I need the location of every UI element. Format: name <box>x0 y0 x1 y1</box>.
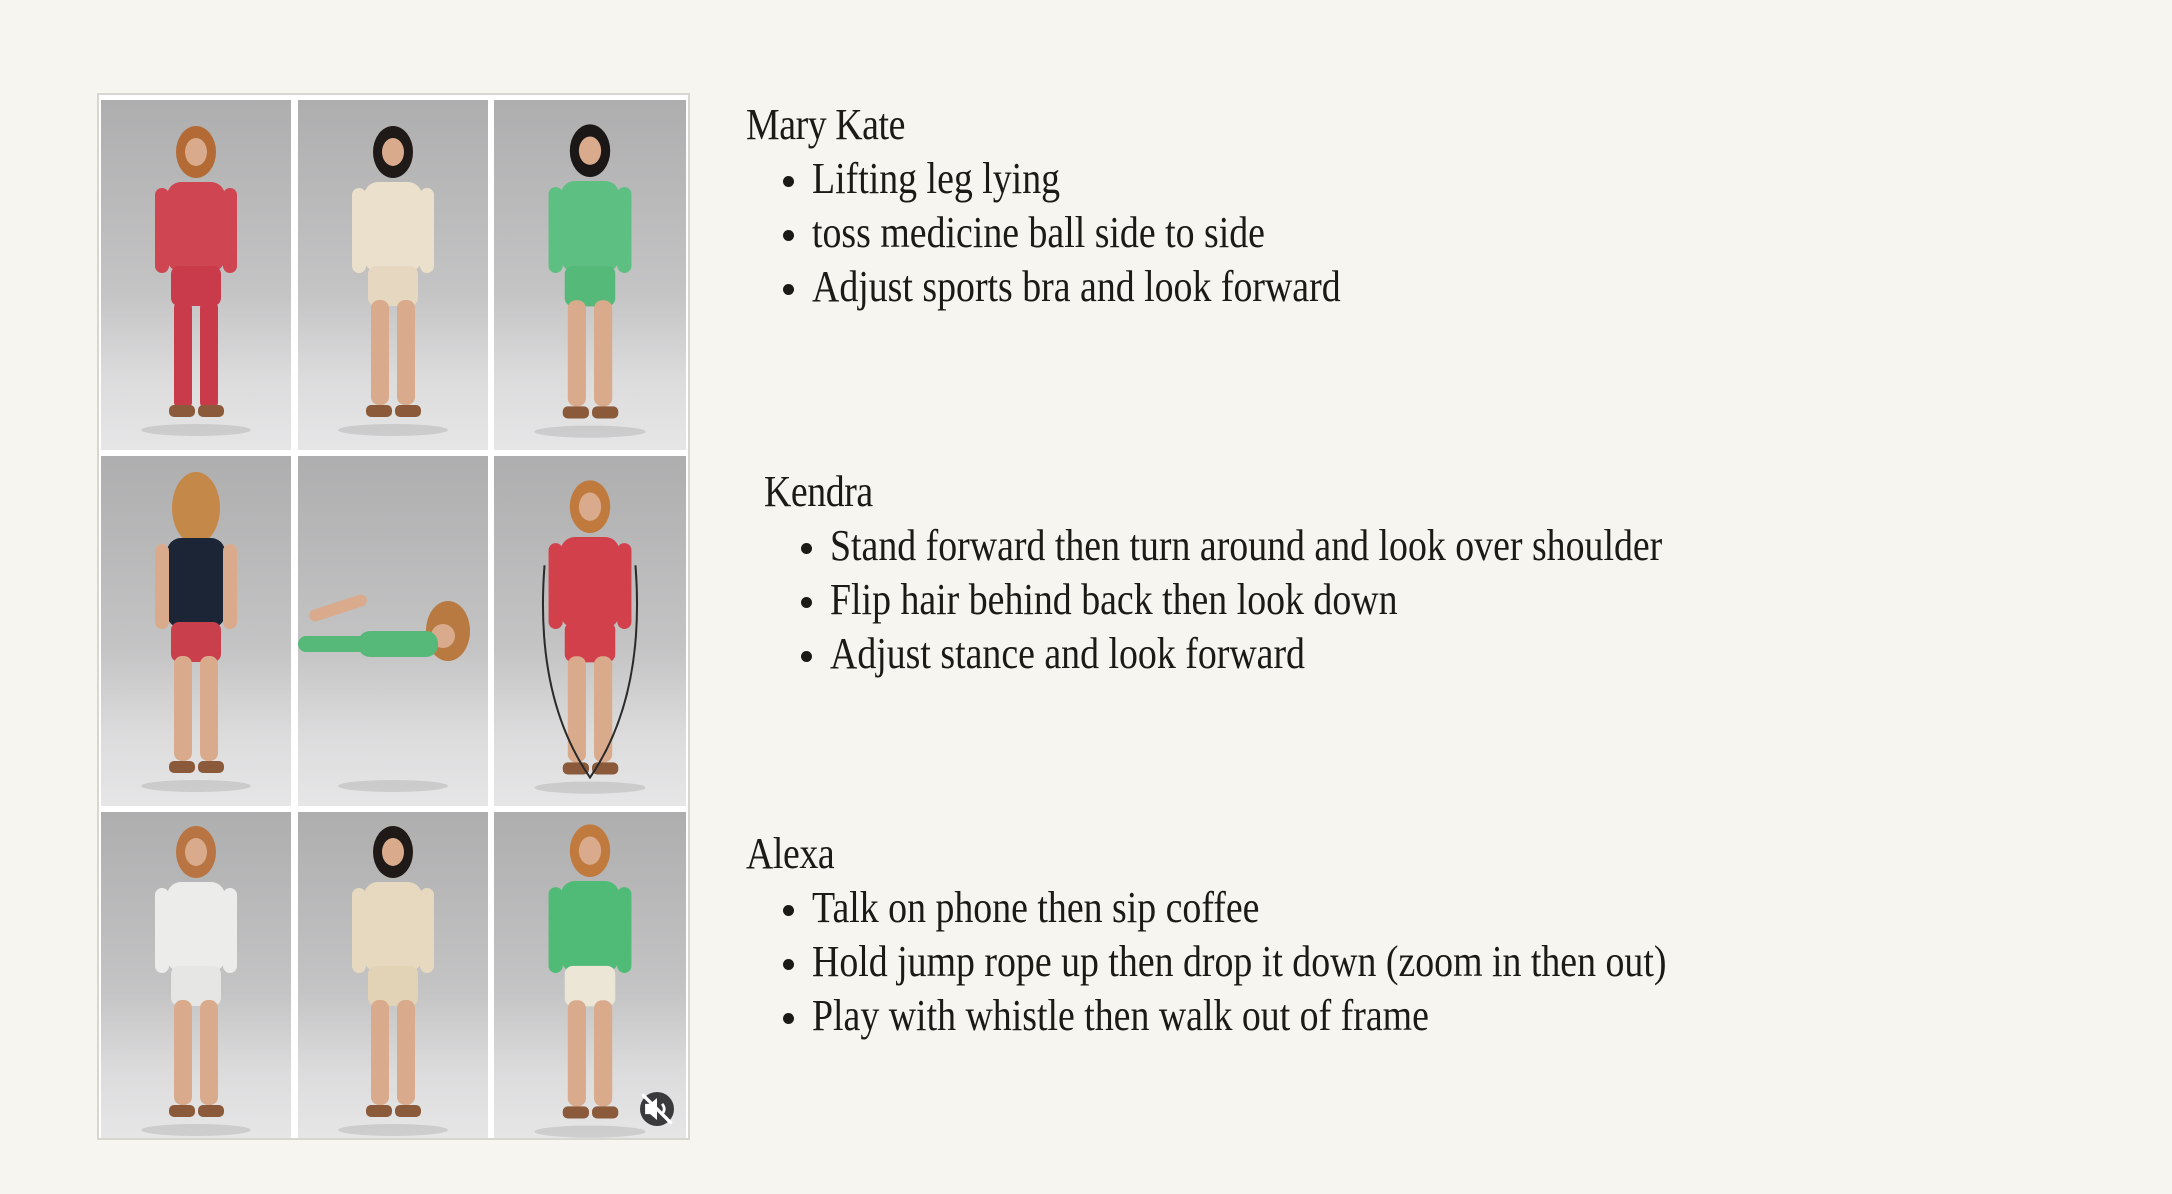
right-shoe <box>592 406 618 418</box>
face <box>579 493 601 521</box>
shorts <box>565 622 616 662</box>
list-item: Play with whistle then walk out of frame <box>746 989 1806 1043</box>
left-shoe <box>169 1105 195 1117</box>
list-item: Adjust sports bra and look forward <box>746 260 1427 314</box>
section-alexa <box>746 827 1806 1043</box>
video-tile[interactable] <box>494 100 686 450</box>
shorts <box>565 966 616 1006</box>
shot-list <box>746 152 1427 314</box>
right-arm <box>617 543 631 629</box>
torso <box>364 882 422 972</box>
left-leg <box>568 300 586 406</box>
right-shoe <box>395 1105 421 1117</box>
left-shoe <box>563 406 589 418</box>
right-shoe <box>395 405 421 417</box>
bullet <box>783 959 794 970</box>
left-arm <box>155 188 169 273</box>
floor-shadow <box>338 1124 448 1136</box>
bullet <box>783 1013 794 1024</box>
floor-shadow <box>338 780 448 792</box>
model-figure <box>298 456 488 806</box>
right-leg <box>200 656 218 761</box>
left-leg <box>568 656 586 762</box>
volume-muted-icon[interactable] <box>640 1092 674 1126</box>
section-heading: Mary Kate <box>746 100 905 149</box>
video-tile[interactable] <box>101 100 291 450</box>
left-arm <box>352 188 366 273</box>
right-leg <box>397 1000 415 1105</box>
right-arm <box>617 187 631 273</box>
video-tile[interactable] <box>101 812 291 1138</box>
left-shoe <box>169 405 195 417</box>
torso <box>167 538 225 628</box>
list-item: Lifting leg lying <box>746 152 1427 206</box>
shorts <box>565 266 616 306</box>
floor-shadow <box>141 424 251 436</box>
face <box>185 838 207 866</box>
left-arm <box>549 887 563 973</box>
list-item: Stand forward then turn around and look over shoulder <box>764 519 1798 573</box>
list-item: Adjust stance and look forward <box>764 627 1798 681</box>
model-figure <box>494 812 686 1138</box>
right-shoe <box>198 1105 224 1117</box>
right-leg <box>594 300 612 406</box>
list-item: toss medicine ball side to side <box>746 206 1427 260</box>
shorts <box>368 266 418 306</box>
left-leg <box>371 300 389 405</box>
left-shoe <box>366 405 392 417</box>
left-arm <box>155 888 169 973</box>
video-tile[interactable] <box>494 456 686 806</box>
bullet <box>801 597 812 608</box>
left-shoe <box>366 1105 392 1117</box>
right-leg <box>594 1000 612 1106</box>
model-figure <box>101 100 291 450</box>
floor-shadow <box>534 1126 645 1138</box>
video-grid[interactable] <box>97 93 690 1140</box>
model-figure <box>298 812 488 1138</box>
face <box>579 137 601 165</box>
floor-shadow <box>338 424 448 436</box>
left-arm <box>352 888 366 973</box>
right-arm <box>617 887 631 973</box>
right-arm <box>420 188 434 273</box>
right-arm <box>223 888 237 973</box>
video-tile[interactable] <box>298 456 488 806</box>
floor-shadow <box>534 782 645 794</box>
right-leg <box>594 656 612 762</box>
face <box>382 838 404 866</box>
video-tile[interactable] <box>298 100 488 450</box>
section-kendra <box>764 465 1798 681</box>
video-tile[interactable] <box>101 456 291 806</box>
raised-leg <box>308 593 369 623</box>
bullet <box>783 905 794 916</box>
right-shoe <box>592 1106 618 1118</box>
floor-shadow <box>141 780 251 792</box>
torso <box>561 181 620 272</box>
model-figure <box>101 456 291 806</box>
video-tile[interactable] <box>298 812 488 1138</box>
right-leg <box>200 1000 218 1105</box>
right-arm <box>223 544 237 629</box>
left-leg <box>174 1000 192 1105</box>
hair <box>172 472 220 544</box>
face <box>382 138 404 166</box>
left-leg <box>174 656 192 761</box>
right-arm <box>420 888 434 973</box>
list-item: Flip hair behind back then look down <box>764 573 1798 627</box>
left-leg <box>568 1000 586 1106</box>
face <box>185 138 207 166</box>
left-arm <box>549 543 563 629</box>
left-arm <box>549 187 563 273</box>
section-heading: Kendra <box>764 467 873 516</box>
torso <box>167 182 225 272</box>
torso <box>167 882 225 972</box>
left-shoe <box>563 1106 589 1118</box>
shot-list <box>746 881 1806 1043</box>
right-arm <box>223 188 237 273</box>
left-arm <box>155 544 169 629</box>
shorts <box>171 966 221 1006</box>
model-figure <box>101 812 291 1138</box>
shot-list <box>764 519 1798 681</box>
shorts <box>171 266 221 306</box>
list-item: Hold jump rope up then drop it down (zoom in then out) <box>746 935 1806 989</box>
shorts <box>171 622 221 662</box>
section-heading: Alexa <box>746 829 835 878</box>
speaker-muted-glyph <box>640 1092 674 1126</box>
bullet <box>783 176 794 187</box>
right-shoe <box>198 761 224 773</box>
bullet <box>801 651 812 662</box>
video-tile[interactable] <box>494 812 686 1138</box>
leg <box>298 636 368 652</box>
torso <box>364 182 422 272</box>
section-mary-kate <box>746 98 1427 314</box>
bullet <box>783 284 794 295</box>
torso <box>561 537 620 628</box>
shorts <box>368 966 418 1006</box>
left-shoe <box>169 761 195 773</box>
list-item: Talk on phone then sip coffee <box>746 881 1806 935</box>
face <box>579 837 601 865</box>
right-leg <box>200 300 218 410</box>
floor-shadow <box>534 426 645 438</box>
bullet <box>783 230 794 241</box>
floor-shadow <box>141 1124 251 1136</box>
left-leg <box>174 300 192 410</box>
model-figure <box>494 100 686 450</box>
torso <box>358 631 438 657</box>
right-leg <box>397 300 415 405</box>
left-leg <box>371 1000 389 1105</box>
model-figure <box>298 100 488 450</box>
model-figure <box>494 456 686 806</box>
bullet <box>801 543 812 554</box>
right-shoe <box>198 405 224 417</box>
torso <box>561 881 620 972</box>
